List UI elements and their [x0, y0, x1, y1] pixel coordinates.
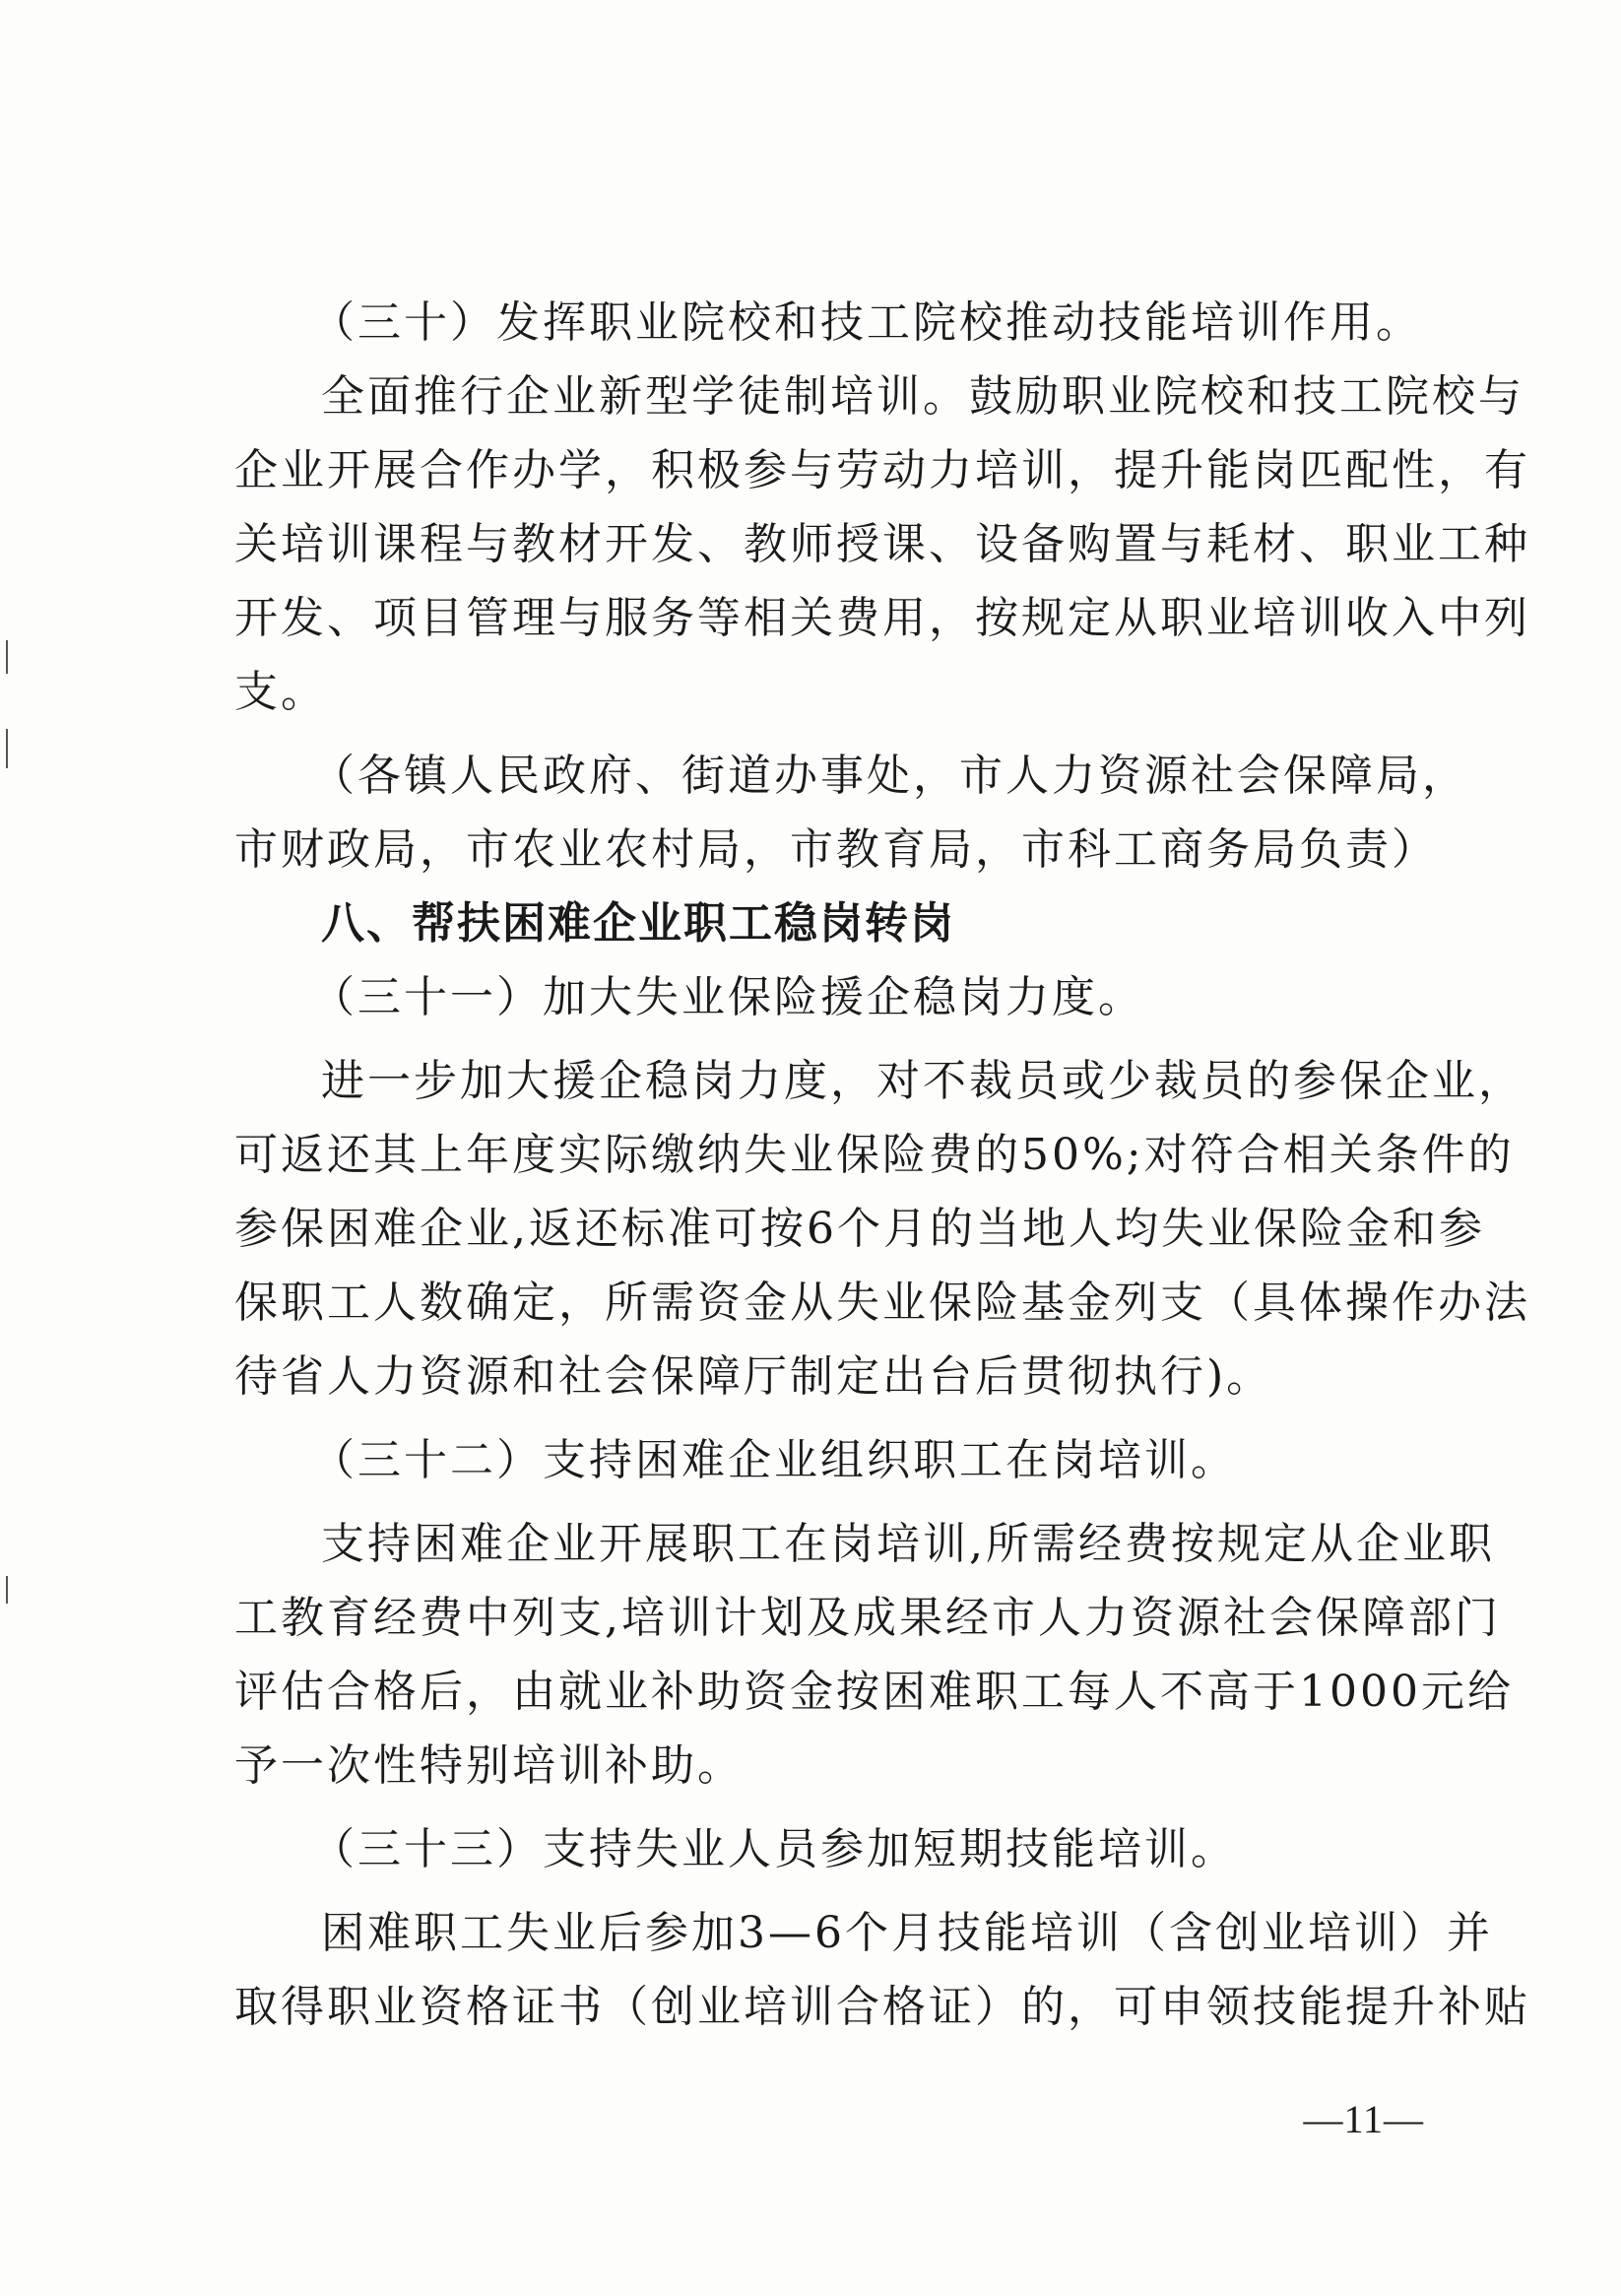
subsection-title-31: （三十一）加大失业保险援企稳岗力度。	[311, 972, 1144, 1022]
text-line: 予一次性特别培训补助。	[234, 1740, 744, 1791]
scan-margin-mark	[6, 729, 8, 768]
scan-margin-mark	[6, 640, 8, 674]
paragraph-32-body	[234, 1507, 1514, 1803]
text-line: 取得职业资格证书（创业培训合格证）的，可申领技能提升补贴	[234, 1982, 1530, 2032]
subsection-title-33: （三十三）支持失业人员参加短期技能培训。	[311, 1824, 1237, 1874]
text-line: 市财政局，市农业农村局，市教育局，市科工商务局负责）	[234, 824, 1438, 875]
text-line: 工教育经费中列支,培训计划及成果经市人力资源社会保障部门	[234, 1593, 1501, 1643]
document-body	[234, 286, 1530, 2044]
text-line: 待省人力资源和社会保障厅制定出台后贯彻执行)。	[234, 1351, 1273, 1402]
text-line: 保职工人数确定，所需资金从失业保险基金列支（具体操作办法	[234, 1278, 1530, 1328]
text-line: 支。	[234, 667, 327, 717]
scan-margin-mark	[6, 1576, 8, 1604]
text-line: 评估合格后，由就业补助资金按困难职工每人不高于1000元给	[234, 1667, 1514, 1717]
text-line: 困难职工失业后参加3—6个月技能培训（含创业培训）并	[321, 1908, 1493, 1958]
paragraph-31-body	[234, 1044, 1530, 1413]
text-line: 可返还其上年度实际缴纳失业保险费的50%;对符合相关条件的	[234, 1130, 1515, 1180]
page-number: —11—	[1303, 2097, 1424, 2141]
section-heading-8: 八、帮扶困难企业职工稳岗转岗	[321, 898, 955, 949]
paragraph-33-body	[234, 1896, 1530, 2044]
text-line: 支持困难企业开展职工在岗培训,所需经费按规定从企业职	[321, 1519, 1495, 1569]
text-line: 进一步加大援企稳岗力度，对不裁员或少裁员的参保企业，	[321, 1056, 1524, 1106]
paragraph-30-responsibility	[234, 739, 1468, 886]
paragraph-30-body	[234, 360, 1530, 729]
text-line: （各镇人民政府、街道办事处，市人力资源社会保障局，	[311, 751, 1468, 801]
text-line: 企业开展合作办学，积极参与劳动力培训，提升能岗匹配性，有	[234, 445, 1530, 495]
text-line: 开发、项目管理与服务等相关费用，按规定从职业培训收入中列	[234, 593, 1530, 643]
subsection-title-30: （三十）发挥职业院校和技工院校推动技能培训作用。	[311, 297, 1422, 348]
text-line: 关培训课程与教材开发、教师授课、设备购置与耗材、职业工种	[234, 519, 1530, 569]
text-line: 全面推行企业新型学徒制培训。鼓励职业院校和技工院校与	[321, 371, 1524, 422]
subsection-title-32: （三十二）支持困难企业组织职工在岗培训。	[311, 1435, 1237, 1485]
text-line: 参保困难企业,返还标准可按6个月的当地人均失业保险金和参	[234, 1204, 1485, 1254]
